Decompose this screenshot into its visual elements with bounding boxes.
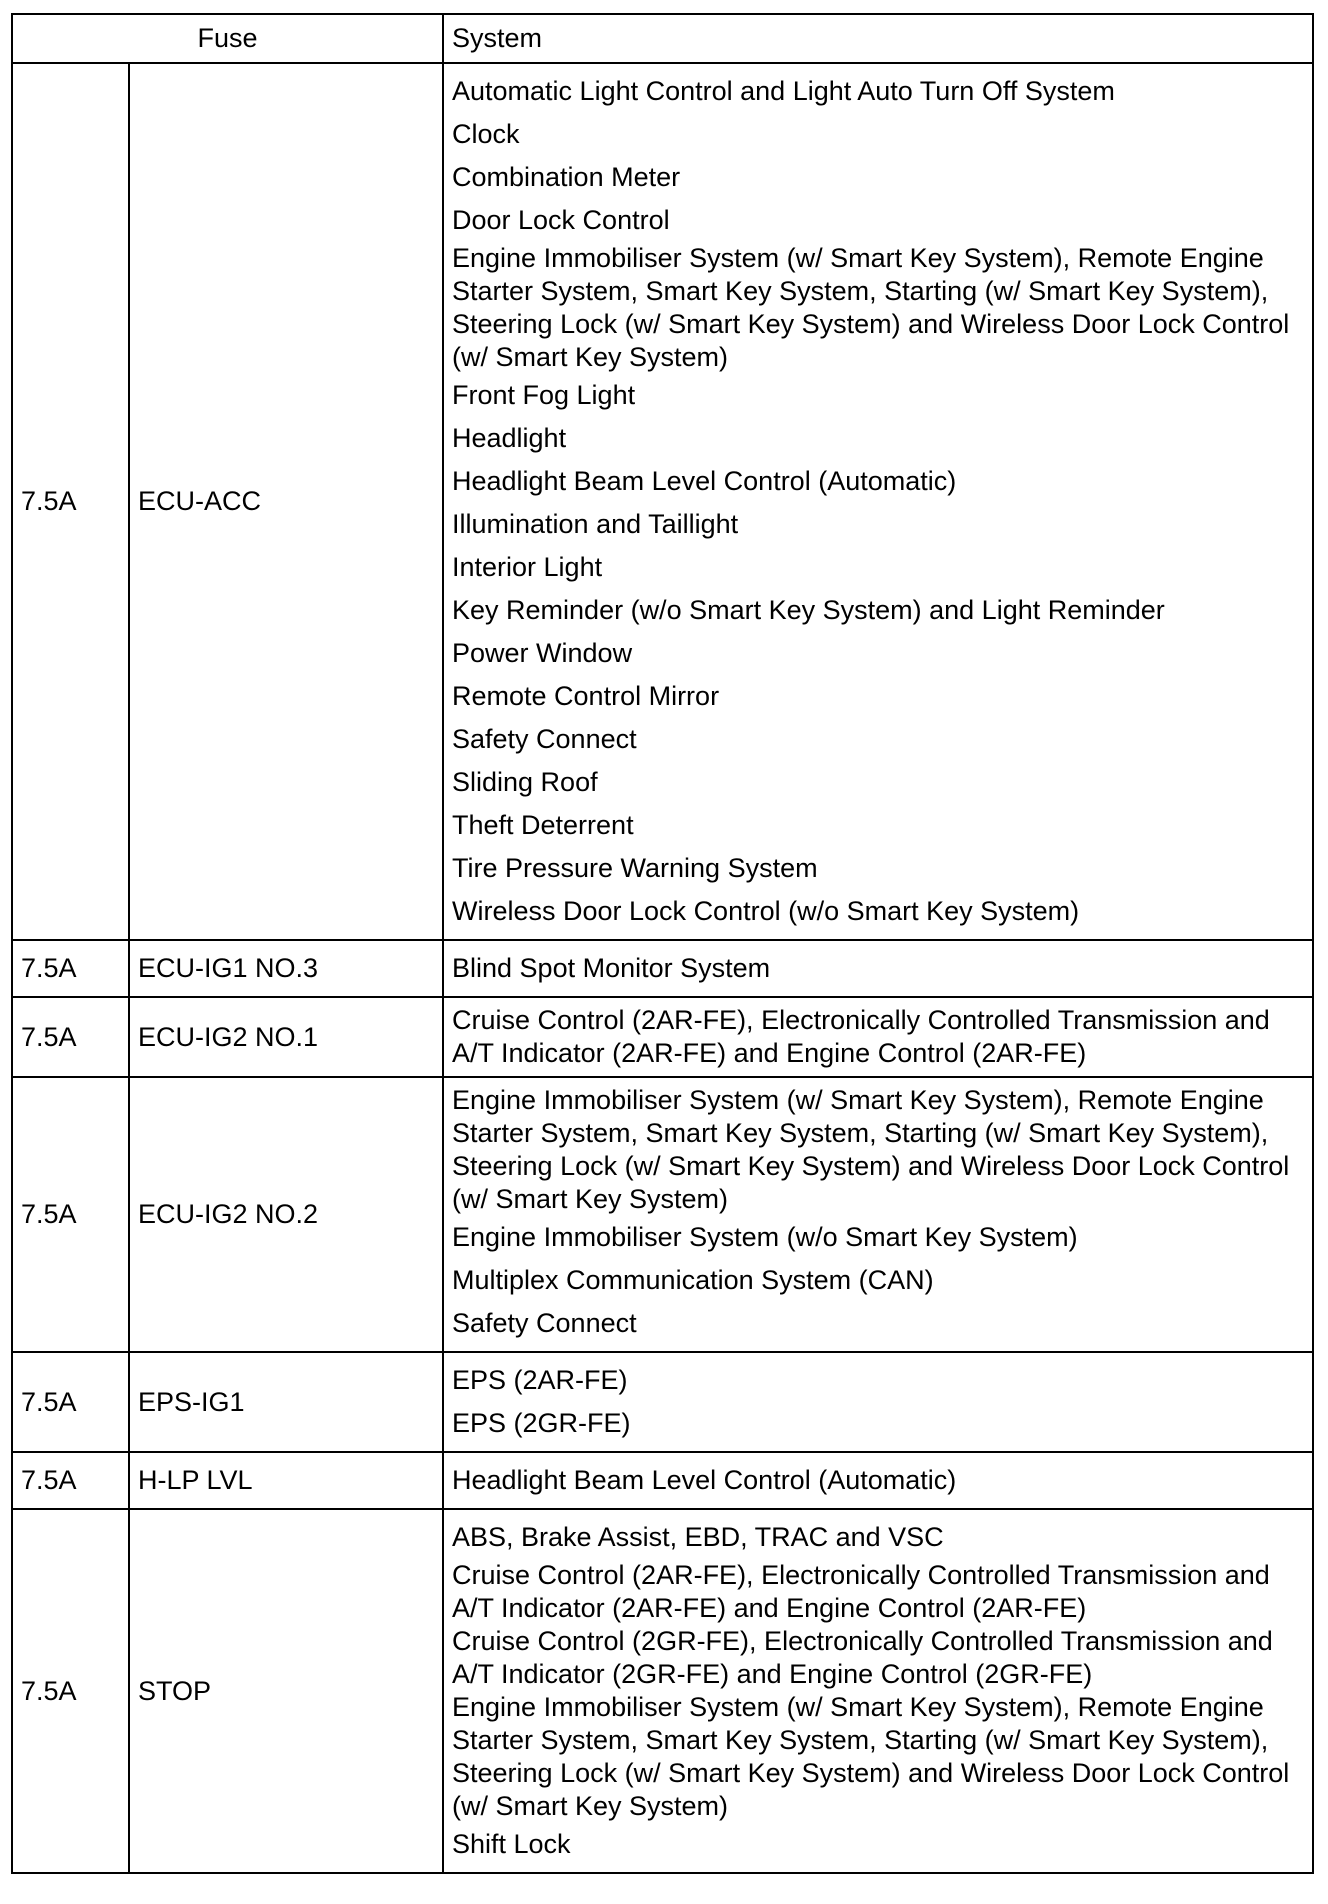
fuse-amperage: 7.5A — [12, 63, 129, 940]
system-item: Combination Meter — [452, 162, 681, 192]
fuse-name: ECU-IG1 NO.3 — [129, 940, 443, 997]
fuse-name: H-LP LVL — [129, 1452, 443, 1509]
system-item: Headlight Beam Level Control (Automatic) — [452, 1465, 957, 1495]
system-list-cell — [443, 1352, 1313, 1452]
system-item: ABS, Brake Assist, EBD, TRAC and VSC — [452, 1522, 944, 1552]
system-item: Multiplex Communication System (CAN) — [452, 1265, 934, 1295]
table-row — [12, 940, 1313, 997]
system-item: Clock — [452, 119, 520, 149]
system-item: Safety Connect — [452, 724, 637, 754]
table-row — [12, 997, 1313, 1077]
system-item: Engine Immobiliser System (w/ Smart Key System), Remote Engine Starter System, Smart Key System, Starting (w/ Smart Key System), Steering Lock (w/ Smart Key System) and Wireless Door Lock Control (w/ Smart Key System) — [452, 1085, 1290, 1214]
system-item: Tire Pressure Warning System — [452, 853, 818, 883]
system-item: EPS (2GR-FE) — [452, 1408, 631, 1438]
system-item: Remote Control Mirror — [452, 681, 720, 711]
system-list-cell — [443, 1509, 1313, 1873]
system-column-header: System — [443, 14, 1313, 63]
table-row — [12, 1077, 1313, 1352]
fuse-amperage: 7.5A — [12, 997, 129, 1077]
system-list-cell — [443, 63, 1313, 940]
table-row — [12, 1352, 1313, 1452]
system-item: Theft Deterrent — [452, 810, 634, 840]
system-item: Shift Lock — [452, 1829, 571, 1859]
fuse-name: ECU-IG2 NO.2 — [129, 1077, 443, 1352]
table-row — [12, 63, 1313, 940]
table-row — [12, 1509, 1313, 1873]
table-row — [12, 1452, 1313, 1509]
system-item: Cruise Control (2AR-FE), Electronically Controlled Transmission and A/T Indicator (2AR-FE) and Engine Control (2AR-FE) — [452, 1560, 1270, 1623]
system-item: Sliding Roof — [452, 767, 598, 797]
fuse-amperage: 7.5A — [12, 1452, 129, 1509]
system-item: Cruise Control (2GR-FE), Electronically Controlled Transmission and A/T Indicator (2GR-FE) and Engine Control (2GR-FE) — [452, 1626, 1273, 1689]
system-item: Interior Light — [452, 552, 603, 582]
system-item: Key Reminder (w/o Smart Key System) and Light Reminder — [452, 595, 1165, 625]
system-item: Door Lock Control — [452, 205, 670, 235]
system-item: Cruise Control (2AR-FE), Electronically Controlled Transmission and A/T Indicator (2AR-FE) and Engine Control (2AR-FE) — [452, 1005, 1270, 1068]
system-item: Illumination and Taillight — [452, 509, 739, 539]
fuse-table-body — [12, 63, 1313, 1873]
system-item: Headlight Beam Level Control (Automatic) — [452, 466, 957, 496]
fuse-amperage: 7.5A — [12, 940, 129, 997]
system-item: Engine Immobiliser System (w/ Smart Key System), Remote Engine Starter System, Smart Key System, Starting (w/ Smart Key System), Steering Lock (w/ Smart Key System) and Wireless Door Lock Control (w/ Smart Key System) — [452, 243, 1290, 372]
system-item: EPS (2AR-FE) — [452, 1365, 628, 1395]
fuse-name: ECU-IG2 NO.1 — [129, 997, 443, 1077]
system-list-cell — [443, 997, 1313, 1077]
fuse-column-header: Fuse — [12, 14, 443, 63]
system-item: Power Window — [452, 638, 633, 668]
system-item: Engine Immobiliser System (w/o Smart Key System) — [452, 1222, 1078, 1252]
system-list-cell — [443, 1077, 1313, 1352]
system-item: Engine Immobiliser System (w/ Smart Key System), Remote Engine Starter System, Smart Key System, Starting (w/ Smart Key System), Steering Lock (w/ Smart Key System) and Wireless Door Lock Control (w/ Smart Key System) — [452, 1692, 1290, 1821]
system-item: Blind Spot Monitor System — [452, 953, 771, 983]
fuse-amperage: 7.5A — [12, 1077, 129, 1352]
system-list-cell — [443, 940, 1313, 997]
fuse-name: STOP — [129, 1509, 443, 1873]
fuse-amperage: 7.5A — [12, 1509, 129, 1873]
fuse-name: ECU-ACC — [129, 63, 443, 940]
system-item: Headlight — [452, 423, 567, 453]
fuse-name: EPS-IG1 — [129, 1352, 443, 1452]
system-item: Automatic Light Control and Light Auto Turn Off System — [452, 76, 1115, 106]
system-item: Safety Connect — [452, 1308, 637, 1338]
fuse-amperage: 7.5A — [12, 1352, 129, 1452]
fuse-system-table — [11, 13, 1314, 1874]
table-header-row — [12, 14, 1313, 63]
system-item: Front Fog Light — [452, 380, 636, 410]
system-list-cell — [443, 1452, 1313, 1509]
system-item: Wireless Door Lock Control (w/o Smart Key System) — [452, 896, 1080, 926]
